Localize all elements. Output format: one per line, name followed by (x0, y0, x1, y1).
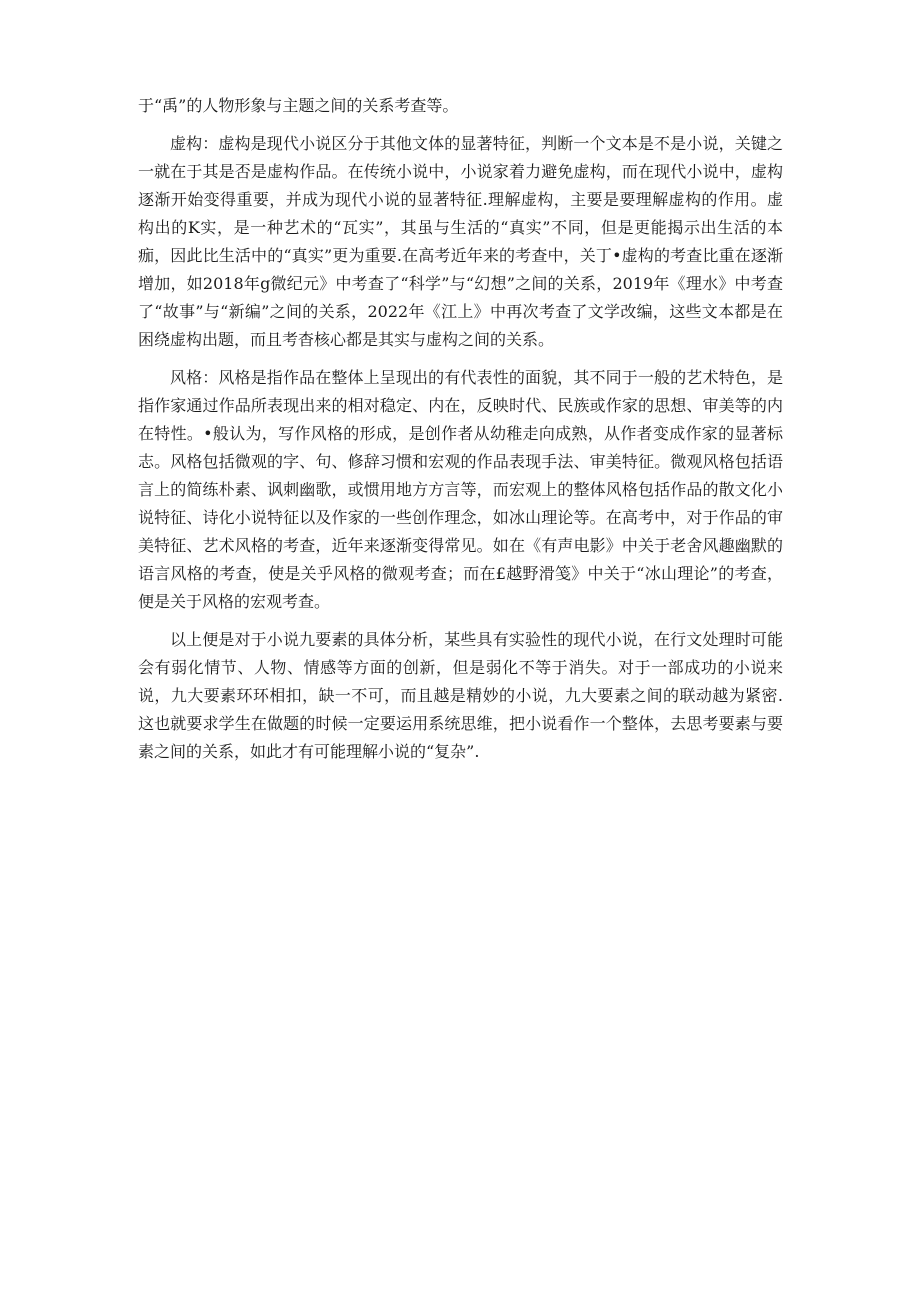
paragraph-fiction: 虚构：虚构是现代小说区分于其他文体的显著特征，判断一个文本是不是小说，关键之一就在于其是否是虚构作品。在传统小说中，小说家着力避免虚构，而在现代小说中，虚构逐渐开始变得重要，并成为现代小说的显著特征.理解虚构，主要是要理解虚构的作用。虚构出的K实，是一种艺术的“瓦实”，其虽与生活的“真实”不同，但是更能揭示出生活的本痂，因此比生活中的“真实”更为重要.在高考近年来的考查中，关丁•虚构的考查比重在逐渐增加，如2018年g微纪元》中考查了“科学”与“幻想”之间的关系，2019年《理水》中考查了“故事”与“新编”之间的关系，2022年《江上》中再次考查了文学改编，这些文本都是在困绕虚构出题，而且考杳核心都是其实与虚构之间的关系。 (138, 134, 783, 349)
paragraph-continuation: 于“禹”的人物形象与主题之间的关系考查等。 (138, 96, 459, 115)
paragraph-style: 风格：风格是指作品在整体上呈现出的有代表性的面貌，其不同于一般的艺术特色，是指作家通过作品所表现出来的相对稳定、内在，反映时代、民族或作家的思想、审美等的内在特性。•般认为，写作风格的形成，是创作者从幼稚走向成熟，从作者变成作家的显著标志。风格包括微观的字、句、修辞习惯和宏观的作品表现手法、审美特征。微观风格包括语言上的简练朴素、讽刺幽歌，或惯用地方方言等，而宏观上的整体风格包括作品的散文化小说特征、诗化小说特征以及作家的一些创作理念，如冰山理论等。在高考中，对于作品的审美特征、艺术风格的考查，近年来逐渐变得常见。如在《有声电影》中关于老舍风趣幽默的语言风格的考查，使是关乎风格的微观考查；而在£越野滑笺》中关于“冰山理论”的考查，便是关于风格的宏观考查。 (138, 368, 783, 611)
document-page (138, 92, 783, 776)
paragraph-conclusion: 以上便是对于小说九要素的具体分析，某些具有实验性的现代小说，在行文处理时可能会有弱化情节、人物、情感等方面的创新，但是弱化不等于消失。对于一部成功的小说来说，九大要素环环相扣，缺一不可，而且越是精妙的小说，九大要素之间的联动越为紧密.这也就要求学生在做题的时候一定要运用系统思维，把小说看作一个整体，去思考要素与要素之间的关系，如此才有可能理解小说的“复杂”. (138, 630, 783, 761)
